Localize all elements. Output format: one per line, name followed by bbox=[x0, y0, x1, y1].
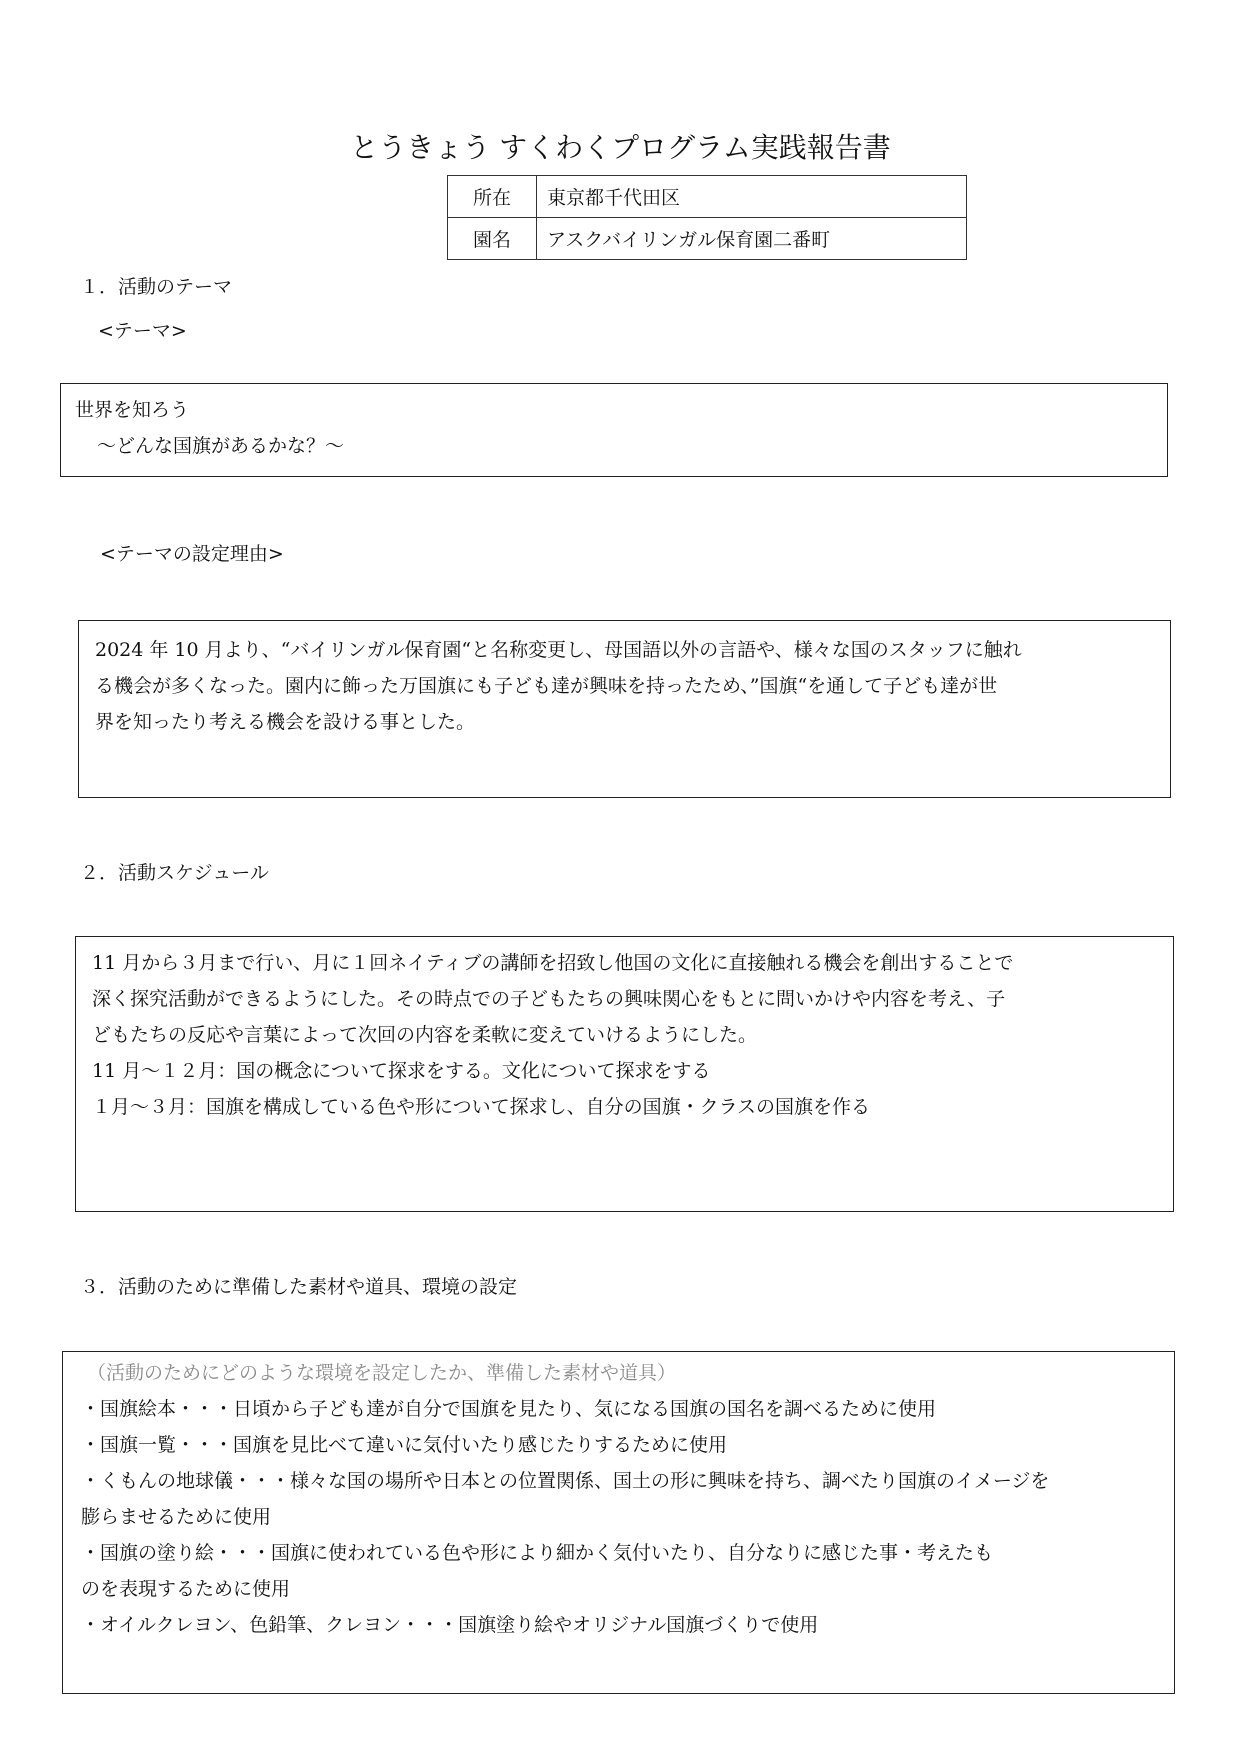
schedule-line-4: 11 月～１２月：国の概念について探求をする。文化について探求をする bbox=[92, 1060, 711, 1082]
name-value: アスクバイリンガル保育園二番町 bbox=[537, 218, 967, 260]
materials-line-4: 膨らませるために使用 bbox=[81, 1506, 272, 1528]
materials-line-2: ・国旗一覧・・・国旗を見比べて違いに気付いたり感じたりするために使用 bbox=[81, 1434, 728, 1456]
theme-box bbox=[60, 383, 1168, 477]
schedule-line-5: １月～３月：国旗を構成している色や形について探求し、自分の国旗・クラスの国旗を作る bbox=[92, 1096, 871, 1118]
theme-line-1: 世界を知ろう bbox=[75, 399, 190, 421]
schedule-line-3: どもたちの反応や言葉によって次回の内容を柔軟に変えていけるようにした。 bbox=[92, 1024, 758, 1046]
reason-line-1: 2024 年 10 月より、“バイリンガル保育園“と名称変更し、母国語以外の言語や、様々な国のスタッフに触れ bbox=[95, 639, 1022, 661]
reason-line-3: 界を知ったり考える機会を設ける事とした。 bbox=[95, 711, 476, 733]
location-value: 東京都千代田区 bbox=[537, 176, 967, 218]
materials-line-5: ・国旗の塗り絵・・・国旗に使われている色や形により細かく気付いたり、自分なりに感じた事・考えたも bbox=[81, 1542, 994, 1564]
reason-box bbox=[78, 620, 1171, 798]
name-label: 園名 bbox=[448, 218, 537, 260]
location-label: 所在 bbox=[448, 176, 537, 218]
info-table bbox=[447, 175, 967, 260]
reason-line-2: る機会が多くなった。園内に飾った万国旗にも子ども達が興味を持ったため、”国旗“を通して子ども達が世 bbox=[95, 675, 998, 697]
materials-line-3: ・くもんの地球儀・・・様々な国の場所や日本との位置関係、国土の形に興味を持ち、調べたり国旗のイメージを bbox=[81, 1470, 1050, 1492]
materials-line-6: のを表現するために使用 bbox=[81, 1578, 291, 1600]
document-title: とうきょう すくわくプログラム実践報告書 bbox=[350, 131, 891, 164]
info-row-name bbox=[448, 218, 967, 260]
section3-heading: ３．活動のために準備した素材や道具、環境の設定 bbox=[80, 1276, 518, 1298]
materials-box bbox=[62, 1351, 1175, 1694]
section2-heading: ２．活動スケジュール bbox=[80, 862, 269, 884]
schedule-line-1: 11 月から３月まで行い、月に１回ネイティブの講師を招致し他国の文化に直接触れる機会を創出することで bbox=[92, 952, 1014, 974]
section1-heading: １．活動のテーマ bbox=[80, 276, 233, 298]
schedule-line-2: 深く探究活動ができるようにした。その時点での子どもたちの興味関心をもとに問いかけや内容を考え、子 bbox=[92, 988, 1006, 1010]
info-row-location bbox=[448, 176, 967, 218]
materials-note: （活動のためにどのような環境を設定したか、準備した素材や道具） bbox=[87, 1362, 677, 1384]
schedule-box bbox=[75, 936, 1174, 1212]
theme-label: <テーマ> bbox=[98, 320, 187, 342]
reason-label: <テーマの設定理由> bbox=[100, 543, 284, 565]
theme-line-2: ～どんな国旗があるかな？～ bbox=[97, 435, 345, 457]
materials-line-1: ・国旗絵本・・・日頃から子ども達が自分で国旗を見たり、気になる国旗の国名を調べるために使用 bbox=[81, 1398, 937, 1420]
materials-line-7: ・オイルクレヨン、色鉛筆、クレヨン・・・国旗塗り絵やオリジナル国旗づくりで使用 bbox=[81, 1614, 819, 1636]
